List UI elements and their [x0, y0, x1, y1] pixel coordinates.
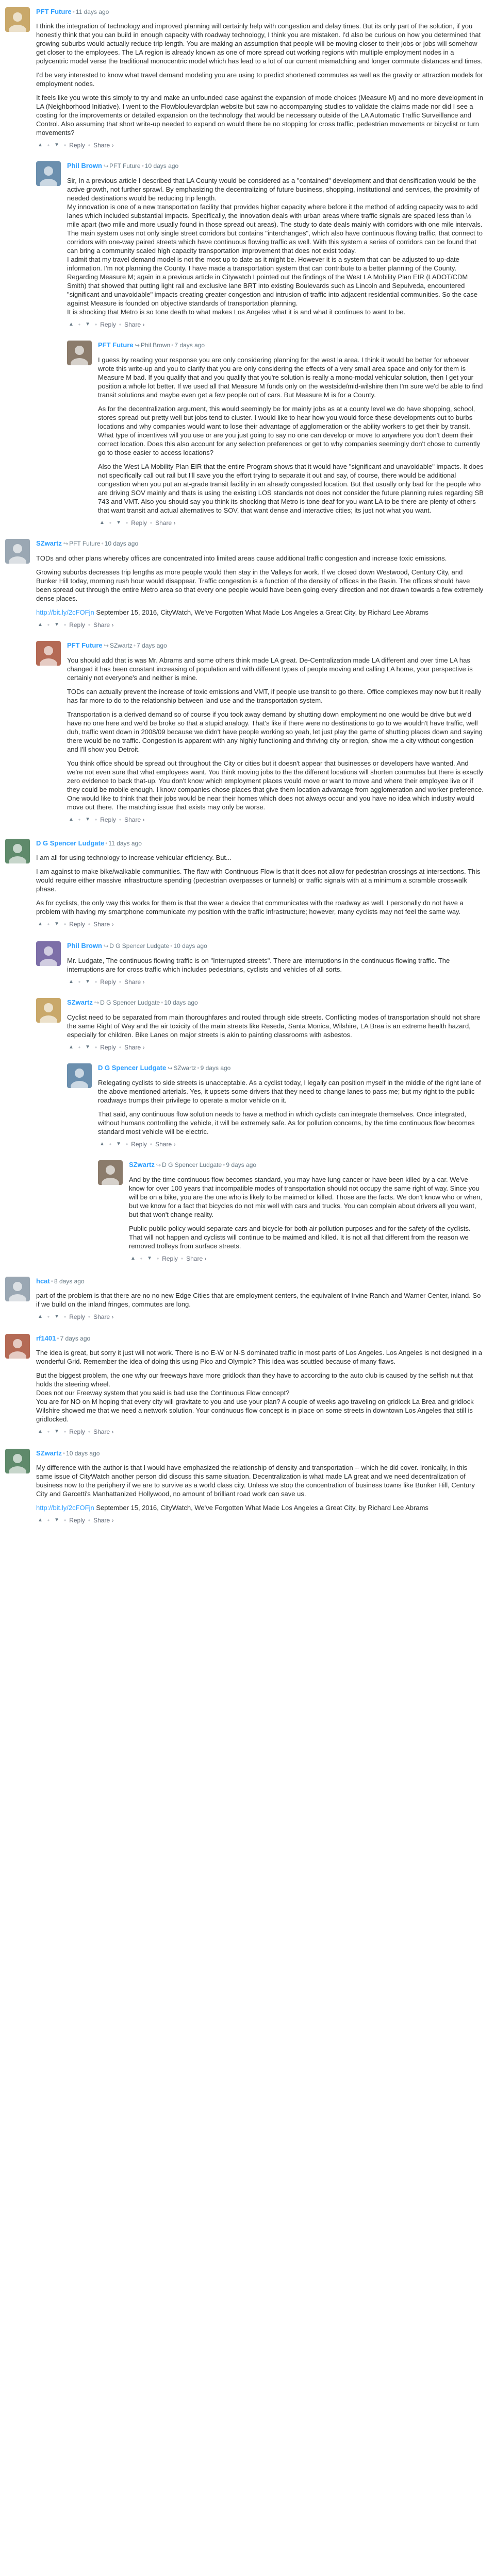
share-button[interactable]: Share ›: [124, 978, 145, 986]
reply-to-icon: ↪: [103, 943, 109, 950]
comment-author[interactable]: D G Spencer Ludgate: [98, 1064, 167, 1072]
comment-paragraph: And by the time continuous flow becomes standard, you may have lung cancer or have been killed by a car. We've know for over 100 years that incompatible modes of transportation should not occupy the same right of way. Since you will be on a bike, you are the one who is likely to be maimed or killed. Those are the facts. We don't know who or when, but we know for a fact that bicycles do not mix well with cars and trucks. You can complain about drivers all you want, but that won't change reality.: [129, 1176, 482, 1218]
action-separator: •: [47, 621, 50, 629]
downvote-icon[interactable]: ▼: [54, 1517, 60, 1523]
comment: [98, 1160, 485, 1263]
action-separator: •: [119, 321, 122, 328]
action-separator: •: [109, 1141, 112, 1148]
comment-timestamp[interactable]: 7 days ago: [137, 642, 167, 649]
comment: [36, 998, 485, 1052]
comment: [5, 839, 485, 929]
comment-author[interactable]: hcat: [36, 1277, 50, 1285]
share-button[interactable]: Share ›: [124, 321, 145, 328]
avatar[interactable]: [5, 539, 30, 564]
action-separator: •: [157, 1255, 159, 1262]
reply-to-author[interactable]: SZwartz: [173, 1064, 196, 1072]
comment-paragraph: Cyclist need to be separated from main thoroughfares and routed through side streets. Conflicting modes of transportation should not share the same Right of Way and the air toxicity of the main streets like Reseda, Santa Monica, Wilshire, LA Brea is an extreme health hazard, especially for children. Bike Lanes on major streets is akin to painting classrooms with asbestos.: [67, 1013, 481, 1039]
action-separator: •: [119, 978, 122, 986]
upvote-icon[interactable]: ▲: [38, 1314, 43, 1319]
reply-button[interactable]: Reply: [131, 1141, 147, 1148]
upvote-icon[interactable]: ▲: [38, 622, 43, 628]
comment-paragraph: My difference with the author is that I would have emphasized the relationship of density and transportation -- which he did cover. Ironically, in this same issue of CityWatch another person did discuss this same situation. Decentralization is what made LA great and we need decentralization of business now to the periphery if we are to survive as a world class city. Unless we stop the concentration of business towns like Bunker Hill, Century City and Garcetti's Manhattanized Hollywood, no amount of brilliant road work can save us.: [36, 1464, 475, 1498]
comment-body: [67, 941, 485, 987]
comment-body: [67, 641, 485, 824]
comment-timestamp[interactable]: 10 days ago: [66, 1450, 100, 1457]
reply-button[interactable]: Reply: [69, 1313, 85, 1320]
comment-timestamp[interactable]: 7 days ago: [174, 342, 205, 349]
comment: [5, 1449, 485, 1525]
comment-timestamp[interactable]: 9 days ago: [200, 1064, 231, 1072]
comment-paragraph: I'd be very interested to know what travel demand modeling you are using to predict shortened commutes as well as the gravity or attraction models for employment nodes.: [36, 71, 483, 88]
share-button[interactable]: Share ›: [93, 1428, 114, 1435]
reply-button[interactable]: Reply: [69, 921, 85, 928]
action-separator: •: [150, 519, 153, 527]
upvote-icon[interactable]: ▲: [38, 921, 43, 927]
meta-bullet: •: [141, 162, 144, 170]
comment-author[interactable]: SZwartz: [36, 1449, 62, 1457]
citation-link[interactable]: http://bit.ly/2cFOFjn: [36, 608, 94, 616]
comment-paragraph: Also the West LA Mobility Plan EIR that the entire Program shows that it would have "significant and unavoidable" impacts. It does not specifically call out rail but I'll save you the effort trying to separate it out and say, of course, there would be additional congestion when you put an at-grade transit facility in an already congested location. But that usually only bad for the people who are driving SOV mainly and thats is using the existing LOS standards not does not consider the future planning rules regarding SB 743 and VMT. Also you should say you think its shocking that Metro is tone deaf for you want LA to be there are plenty of others that want transit and actual alternatives to SOV, that want dense and interactive cities; its just not what you want.: [98, 463, 484, 514]
comment-paragraph: As for cyclists, the only way this works for them is that the wear a device that communicates with the roadway as well. I personally do not have a problem with having my smartphone communicate my position with the traffic infrastructure; however, many cyclists may not feel the same way.: [36, 899, 464, 916]
avatar[interactable]: [5, 1277, 30, 1301]
comment-actions: [36, 620, 485, 630]
meta-bullet: •: [170, 942, 173, 950]
comment-author[interactable]: D G Spencer Ludgate: [36, 839, 105, 847]
upvote-icon[interactable]: ▲: [38, 1429, 43, 1434]
downvote-icon[interactable]: ▼: [85, 1044, 91, 1050]
comment-header: [67, 998, 485, 1008]
comment-paragraph: Growing suburbs decreases trip lengths as more people would then stay in the Valleys for work. If we closed down Westwood, Century City, and Bunker Hill today, morning rush hour would disappear. Traffic congestion is a function of the density of offices in the Basin. The offices should have been spread out through the entire Metro area so that every one people would have been going every direction and not drawn towards a few extremely dense places.: [36, 568, 484, 602]
reply-button[interactable]: Reply: [100, 1044, 116, 1051]
meta-bullet: •: [57, 1335, 59, 1342]
upvote-icon[interactable]: ▲: [38, 1517, 43, 1523]
comment-citation: [36, 1503, 485, 1512]
action-separator: •: [88, 921, 91, 928]
action-separator: •: [150, 1141, 153, 1148]
action-separator: •: [47, 1428, 50, 1435]
action-separator: •: [64, 1313, 67, 1320]
share-button[interactable]: Share ›: [93, 142, 114, 149]
comment-actions: [36, 1427, 485, 1436]
downvote-icon[interactable]: ▼: [85, 979, 91, 985]
comment-author[interactable]: PFT Future: [67, 641, 103, 649]
comment-paragraph: You should add that is was Mr. Abrams and some others think made LA great. De-Centralization made LA different and over time LA has changed it has been constant increasing of population and with different types of people moving and calling LA home, your perspective is certainly not everyone's and neither is mine.: [67, 656, 473, 682]
meta-bullet: •: [133, 642, 136, 649]
comment-body: [67, 998, 485, 1052]
comment-author[interactable]: SZwartz: [129, 1161, 155, 1168]
comment-body: [36, 1334, 485, 1436]
comment: [36, 941, 485, 987]
citation-text: September 15, 2016, CityWatch, We've Forgotten What Made Los Angeles a Great City, by Richard Lee Abrams: [94, 1504, 428, 1512]
comment-header: [36, 1449, 485, 1458]
comment-actions: [36, 920, 485, 929]
action-separator: •: [64, 1428, 67, 1435]
action-separator: •: [88, 1428, 91, 1435]
comment-body: [36, 539, 485, 630]
share-button[interactable]: Share ›: [93, 921, 114, 928]
downvote-icon[interactable]: ▼: [85, 321, 91, 327]
comment-author[interactable]: PFT Future: [98, 341, 134, 349]
reply-to-author[interactable]: D G Spencer Ludgate: [109, 942, 170, 950]
action-separator: •: [47, 142, 50, 149]
meta-bullet: •: [105, 840, 108, 847]
action-separator: •: [126, 1141, 128, 1148]
downvote-icon[interactable]: ▼: [116, 1141, 122, 1147]
comment-paragraph: Transportation is a derived demand so of course if you took away demand by shutting down employment no one would be drive but we'd have no one here and we'd be broke so that a stupid analogy. That's like if there were no destinations to go to we wouldn't have traffic, well duh, traffic went down in 2008/09 because we didn't have people working so yeah, let just play the game of shutting places down and saying there would be no traffic. Congestion is apparent with any highly functioning and thriving city or region, show me a city without congestion and I'll show you Detroit.: [67, 710, 483, 753]
upvote-icon[interactable]: ▲: [100, 1141, 105, 1147]
comment-paragraph: I am all for using technology to increase vehicular efficiency. But...: [36, 854, 232, 861]
share-button[interactable]: Share ›: [93, 1517, 114, 1524]
comment-author[interactable]: Phil Brown: [67, 162, 102, 170]
comment-actions: [67, 320, 485, 329]
avatar[interactable]: [36, 641, 61, 666]
comment-header: [36, 1277, 485, 1286]
comment-paragraph: It feels like you wrote this simply to try and make an unfounded case against the expansion of mode choices (Measure M) and no more development in LA (Neighborhood Initiative). I went to the Flowbloulevardplan website but saw no accompanying studies to validate the claims made nor did I see a costing for the improvements or detailed expansion on the technology that would be necessary outside of the LA Automatic Traffic Surveillance and Control. Also assuming that short write-up needed to expand on would there be no stopping for cross traffic, pedestrian movements or bicyclist or turn movements?: [36, 94, 484, 137]
action-separator: •: [78, 321, 81, 328]
reply-to-author[interactable]: PFT Future: [69, 540, 101, 547]
comment-author[interactable]: SZwartz: [67, 998, 93, 1006]
comment-body: [98, 341, 485, 528]
share-button[interactable]: Share ›: [93, 1313, 114, 1320]
downvote-icon[interactable]: ▼: [54, 1314, 60, 1319]
comment-timestamp[interactable]: 10 days ago: [144, 162, 179, 170]
comment-body: [36, 1449, 485, 1525]
comment-paragraph: part of the problem is that there are no no new Edge Cities that are employment centers, the equivalent of Irvine Ranch and Warner Center, inland. So if we build on the inland fringes, commutes are long.: [36, 1292, 481, 1308]
upvote-icon[interactable]: ▲: [100, 520, 105, 526]
comment-timestamp[interactable]: 8 days ago: [54, 1278, 85, 1285]
reply-button[interactable]: Reply: [162, 1255, 178, 1262]
comment-header: [98, 1063, 485, 1073]
avatar[interactable]: [36, 941, 61, 966]
comment-paragraph: Public public policy would separate cars and bicycle for both air pollution purposes and for the safety of the cyclists. That will not happen and cyclists will continue to be maimed and killed. It is not all that different from the reason we removed trolleys from surface streets.: [129, 1225, 471, 1250]
reply-to-author[interactable]: Phil Brown: [140, 342, 171, 349]
reply-button[interactable]: Reply: [100, 816, 116, 823]
comment-actions: [67, 1043, 485, 1052]
action-separator: •: [64, 621, 67, 629]
comment-paragraph: You think office should be spread out throughout the City or cities but it doesn't appear that businesses or developers have wanted. And we're not even sure that what employees want. You think moving jobs to the the different locations will shorten commutes but there is exactly zero evidence to back that-up. You don't know which employment places would move or want to move and where their employee live or if they could be mobile enough. I know companies chose places that give them location advantage from agglomeration and worker preference. One would like to think that their jobs would be near their homes which does not always occur and you have no idea which industry would move out there. The matching issue that exists may only be worse.: [67, 759, 484, 811]
comment: [5, 7, 485, 150]
share-button[interactable]: Share ›: [93, 621, 114, 629]
comment-author[interactable]: PFT Future: [36, 8, 72, 15]
comment-citation: [36, 608, 485, 617]
comment-body: [36, 7, 485, 150]
avatar[interactable]: [36, 161, 61, 186]
comment-actions: [36, 1516, 485, 1525]
reply-to-icon: ↪: [94, 1000, 100, 1006]
avatar[interactable]: [67, 1063, 92, 1088]
action-separator: •: [126, 519, 128, 527]
comment-paragraph: I think the integration of technology and improved planning will certainly help with congestion and delay times. But its only part of the solution, if you honestly think that you can build in enough capacity with roadway technology, I think you are mistaken. I'd also be curious on how you determined that growing suburbs would actually reduce trip length. You are making an assumption that people will be moving closer to their jobs or jobs will somehow get closer to the employees. The LA region is already known as one of more spread out working regions with multiple employment nodes in a polycentric model verse the traditional monocentric model which has lead to a lot of our current mismatching and longer commute distances and times.: [36, 22, 483, 65]
downvote-icon[interactable]: ▼: [147, 1256, 153, 1261]
action-separator: •: [95, 321, 97, 328]
share-button[interactable]: Share ›: [186, 1255, 207, 1262]
avatar[interactable]: [67, 341, 92, 365]
meta-bullet: •: [62, 1450, 65, 1457]
action-separator: •: [47, 1313, 50, 1320]
comment-paragraph: TODs and other plans whereby offices are concentrated into limited areas cause additional traffic congestion and increase toxic emissions.: [36, 554, 447, 562]
action-separator: •: [88, 621, 91, 629]
comment-paragraph: I guess by reading your response you are only considering planning for the west la area. I think it would be better for whoever wrote this write-up and you to clarify that you are only considering the effects of a very small area space and only for them is Measure M bad. If you qualify that and you qualify that you're solution is really a mono-modal vehicular solution, then I get your position a whole lot better. If we used all that Measure M funds only on the westside/mid-wilshire then I'm sure we'd be able to find transit solutions and maybe even get a few people out of cars. But Measure M is for a County.: [98, 356, 483, 399]
comment: [36, 161, 485, 329]
comment-timestamp[interactable]: 10 days ago: [173, 942, 207, 950]
share-button[interactable]: Share ›: [124, 1044, 145, 1051]
action-separator: •: [88, 1517, 91, 1524]
upvote-icon[interactable]: ▲: [69, 817, 74, 822]
downvote-icon[interactable]: ▼: [85, 817, 91, 822]
reply-to-icon: ↪: [103, 163, 109, 170]
comment-header: [36, 539, 485, 549]
downvote-icon[interactable]: ▼: [54, 921, 60, 927]
action-separator: •: [78, 816, 81, 823]
upvote-icon[interactable]: ▲: [69, 979, 74, 985]
comment-paragraph: Relegating cyclists to side streets is unacceptable. As a cyclist today, I legally can position myself in the middle of the right lane of the above mentioned arterials. Yes, it upsets some drivers that they need to change lanes to pass me; but my right to the public roadways trumps their privilege to operate a motor vehicle on it.: [98, 1079, 481, 1104]
comment-timestamp[interactable]: 9 days ago: [226, 1161, 257, 1168]
comment-paragraph: As for the decentralization argument, this would seemingly be for mainly jobs as at a county level we do have shopping, school, stores spread out pretty well but jobs tend to cluster. I would like to hear how you would force these developments out to burbs locations and why companies would want to lose their advantage of agglomeration or the ability workers to get their by transit. What type of incentives will you use or are you just going to say no one can develop or move to anywhere you don't deem their correct location. Does this also account for any selection preferences or get to why companies seemingly don't chose to currently go to those easier to access locations?: [98, 405, 480, 456]
upvote-icon[interactable]: ▲: [130, 1256, 136, 1261]
comment: [5, 1277, 485, 1321]
share-button[interactable]: Share ›: [155, 519, 176, 527]
action-separator: •: [140, 1255, 143, 1262]
reply-button[interactable]: Reply: [69, 1517, 85, 1524]
comment-actions: [129, 1254, 485, 1263]
downvote-icon[interactable]: ▼: [54, 622, 60, 628]
comment-thread: [5, 7, 485, 1525]
avatar[interactable]: [5, 7, 30, 32]
reply-button[interactable]: Reply: [69, 621, 85, 629]
downvote-icon[interactable]: ▼: [116, 520, 122, 526]
comment-header: [67, 161, 485, 171]
share-button[interactable]: Share ›: [124, 816, 145, 823]
action-separator: •: [95, 1044, 97, 1051]
action-separator: •: [119, 816, 122, 823]
comment-body: [36, 1277, 485, 1321]
comment-paragraph: TODs can actually prevent the increase of toxic emissions and VMT, if people use transit to go there. Office complexes may now but it really has far more to do to the relationship between land use and the transportation system.: [67, 688, 482, 704]
reply-to-icon: ↪: [63, 541, 69, 547]
action-separator: •: [64, 142, 67, 149]
action-separator: •: [119, 1044, 122, 1051]
action-separator: •: [95, 978, 97, 986]
action-separator: •: [64, 1517, 67, 1524]
action-separator: •: [47, 921, 50, 928]
avatar[interactable]: [36, 998, 61, 1023]
avatar[interactable]: [5, 1334, 30, 1359]
action-separator: •: [95, 816, 97, 823]
reply-to-icon: ↪: [156, 1162, 161, 1168]
reply-button[interactable]: Reply: [131, 519, 147, 527]
upvote-icon[interactable]: ▲: [69, 321, 74, 327]
comment-body: [98, 1063, 485, 1149]
meta-bullet: •: [51, 1278, 53, 1285]
comment: [5, 539, 485, 630]
comment-header: [36, 839, 485, 848]
comment-author[interactable]: SZwartz: [36, 539, 62, 547]
comment-paragraph: I am against to make bike/walkable communities. The flaw with Continuous Flow is that it does not allow for pedestrian crossings at intersections. This would require either massive infrastructure spending (pedestrian overpasses or tunnels) or traffic signals with at a minimum a scramble crosswalk phase.: [36, 868, 481, 893]
comment-header: [98, 341, 485, 350]
comment-actions: [67, 977, 485, 987]
reply-button[interactable]: Reply: [69, 142, 85, 149]
comment-timestamp[interactable]: 11 days ago: [75, 8, 109, 15]
action-separator: •: [88, 1313, 91, 1320]
meta-bullet: •: [101, 540, 104, 547]
comment-paragraph: That said, any continuous flow solution needs to have a method in which cyclists can integrate themselves. Once integrated, without humans controlling the vehicle, it will be extremely safe. As for pollution concerns, by the time continuous flow becomes standard most vehicle will be electric.: [98, 1110, 475, 1136]
avatar[interactable]: [5, 839, 30, 863]
meta-bullet: •: [197, 1064, 200, 1072]
comment-author[interactable]: rf1401: [36, 1334, 56, 1342]
comment-timestamp[interactable]: 10 days ago: [164, 999, 198, 1006]
comment-paragraph: The idea is great, but sorry it just will not work. There is no E-W or N-S dominated traffic in most parts of Los Angeles. Los Angeles is not designed in a wonderful Grid. Remember the idea of doing this using Pico and Olympic? This idea was scuttled because of many flaws.: [36, 1349, 483, 1365]
comment-paragraph: Sir, In a previous article I described that LA County would be considered as a "contained" development and that densification would be the active growth, not further sprawl. By emphasizing the decentralizing of future business, shopping, institutional and services, the proximity of needed destinations would be reducing trip length. My innovation is one of a new transportation facility that provides higher capacity where before it the method of adding capacity was to add lanes which included substantial impacts. Specifically, the innovation deals with urban areas where traffic signals are spaced less than ½ mile apart (two mile and more usually found in those spread out areas). The study to date deals mainly with corridors with one mile intervals. The main system uses not only single street corridors but contains "interchanges", which also have continuous flowing traffic, that connect to corridors with one-way paired streets which have continuous flowing traffic as well. With this system a series of corridors can be found that can bring a community scaled high capacity transportation improvement that does not exist today. I admit that my travel demand model is not the most up to date as it might be. However it is a system that can be adjusted to up-date information. I'm not planning the County. I have made a transportation system that can contribute to a better planning of the County. Regarding Measure M; again in a previous article in Citywatch I pointed out the findings of the West LA Mobility Plan EIR (LADOT/CDM Smith) that showed that putting light rail and exclusive lane BRT into existing Boulevards such as Lincoln and Sepulveda, encountered "significant and unavoidable" impacts creating greater congestion and intrusion of traffic into adjacent residential communities. So the case against Measure is founded on objective standards of transportation planning. It is shocking that Metro is so tone death to what makes Los Angeles what it is and what it continues to want to be.: [67, 177, 483, 316]
reply-button[interactable]: Reply: [69, 1428, 85, 1435]
reply-button[interactable]: Reply: [100, 321, 116, 328]
comment-header: [67, 941, 485, 951]
comment-timestamp[interactable]: 7 days ago: [60, 1335, 91, 1342]
comment-header: [129, 1160, 485, 1170]
comment-actions: [36, 141, 485, 150]
comment-header: [67, 641, 485, 651]
action-separator: •: [88, 142, 91, 149]
action-separator: •: [180, 1255, 184, 1262]
reply-to-author[interactable]: PFT Future: [109, 162, 141, 170]
meta-bullet: •: [171, 342, 174, 349]
comment-actions: [98, 1140, 485, 1149]
downvote-icon[interactable]: ▼: [54, 1429, 60, 1434]
comment-actions: [36, 1312, 485, 1321]
avatar[interactable]: [98, 1160, 123, 1185]
comment-paragraph: But the biggest problem, the one why our freeways have more gridlock than they have to according to the auto club is caused by the selfish nut that holds the steering wheel. Does not our Freeway system that you said is bad use the Continuous Flow concept? You are for NO on M hoping that every city will gravitate to you and use your plan? A couple of weeks ago traveling on gridlock La Brea and gridlock Wilshire showed me that we need a network solution. Your continuous flow concept is in place on some streets in downtown Los Angeles that still is gridlocked.: [36, 1371, 474, 1423]
upvote-icon[interactable]: ▲: [69, 1044, 74, 1050]
comment-paragraph: Mr. Ludgate, The continuous flowing traffic is on "Interrupted streets". There are interruptions in the continuous flowing traffic. The interruptions are for cross traffic which includes pedestrians, cyclists and vehicles of all sorts.: [67, 957, 450, 973]
meta-bullet: •: [72, 8, 75, 15]
action-separator: •: [64, 921, 67, 928]
reply-to-icon: ↪: [168, 1065, 173, 1072]
reply-to-author[interactable]: SZwartz: [109, 642, 133, 649]
comment-author[interactable]: Phil Brown: [67, 942, 102, 950]
meta-bullet: •: [223, 1161, 225, 1168]
action-separator: •: [109, 519, 112, 527]
comment-timestamp[interactable]: 10 days ago: [104, 540, 139, 547]
reply-to-icon: ↪: [135, 343, 140, 349]
reply-to-icon: ↪: [104, 643, 109, 649]
share-button[interactable]: Share ›: [155, 1141, 176, 1148]
action-separator: •: [78, 1044, 81, 1051]
reply-to-author[interactable]: D G Spencer Ludgate: [162, 1161, 222, 1168]
comment: [67, 341, 485, 528]
comment-header: [36, 1334, 485, 1343]
action-separator: •: [47, 1517, 50, 1524]
comment: [5, 1334, 485, 1436]
comment: [67, 1063, 485, 1149]
comment-body: [36, 839, 485, 929]
downvote-icon[interactable]: ▼: [54, 142, 60, 148]
upvote-icon[interactable]: ▲: [38, 142, 43, 148]
avatar[interactable]: [5, 1449, 30, 1473]
comment-body: [129, 1160, 485, 1263]
citation-link[interactable]: http://bit.ly/2cFOFjn: [36, 1504, 94, 1512]
comment-header: [36, 7, 485, 16]
comment-body: [67, 161, 485, 329]
comment-actions: [67, 815, 485, 824]
meta-bullet: •: [161, 999, 163, 1006]
comment-actions: [98, 518, 485, 528]
reply-button[interactable]: Reply: [100, 978, 116, 986]
citation-text: September 15, 2016, CityWatch, We've Forgotten What Made Los Angeles a Great City, by Richard Lee Abrams: [94, 608, 428, 616]
comment-timestamp[interactable]: 11 days ago: [108, 840, 142, 847]
reply-to-author[interactable]: D G Spencer Ludgate: [100, 999, 160, 1006]
comment: [36, 641, 485, 824]
action-separator: •: [78, 978, 81, 986]
